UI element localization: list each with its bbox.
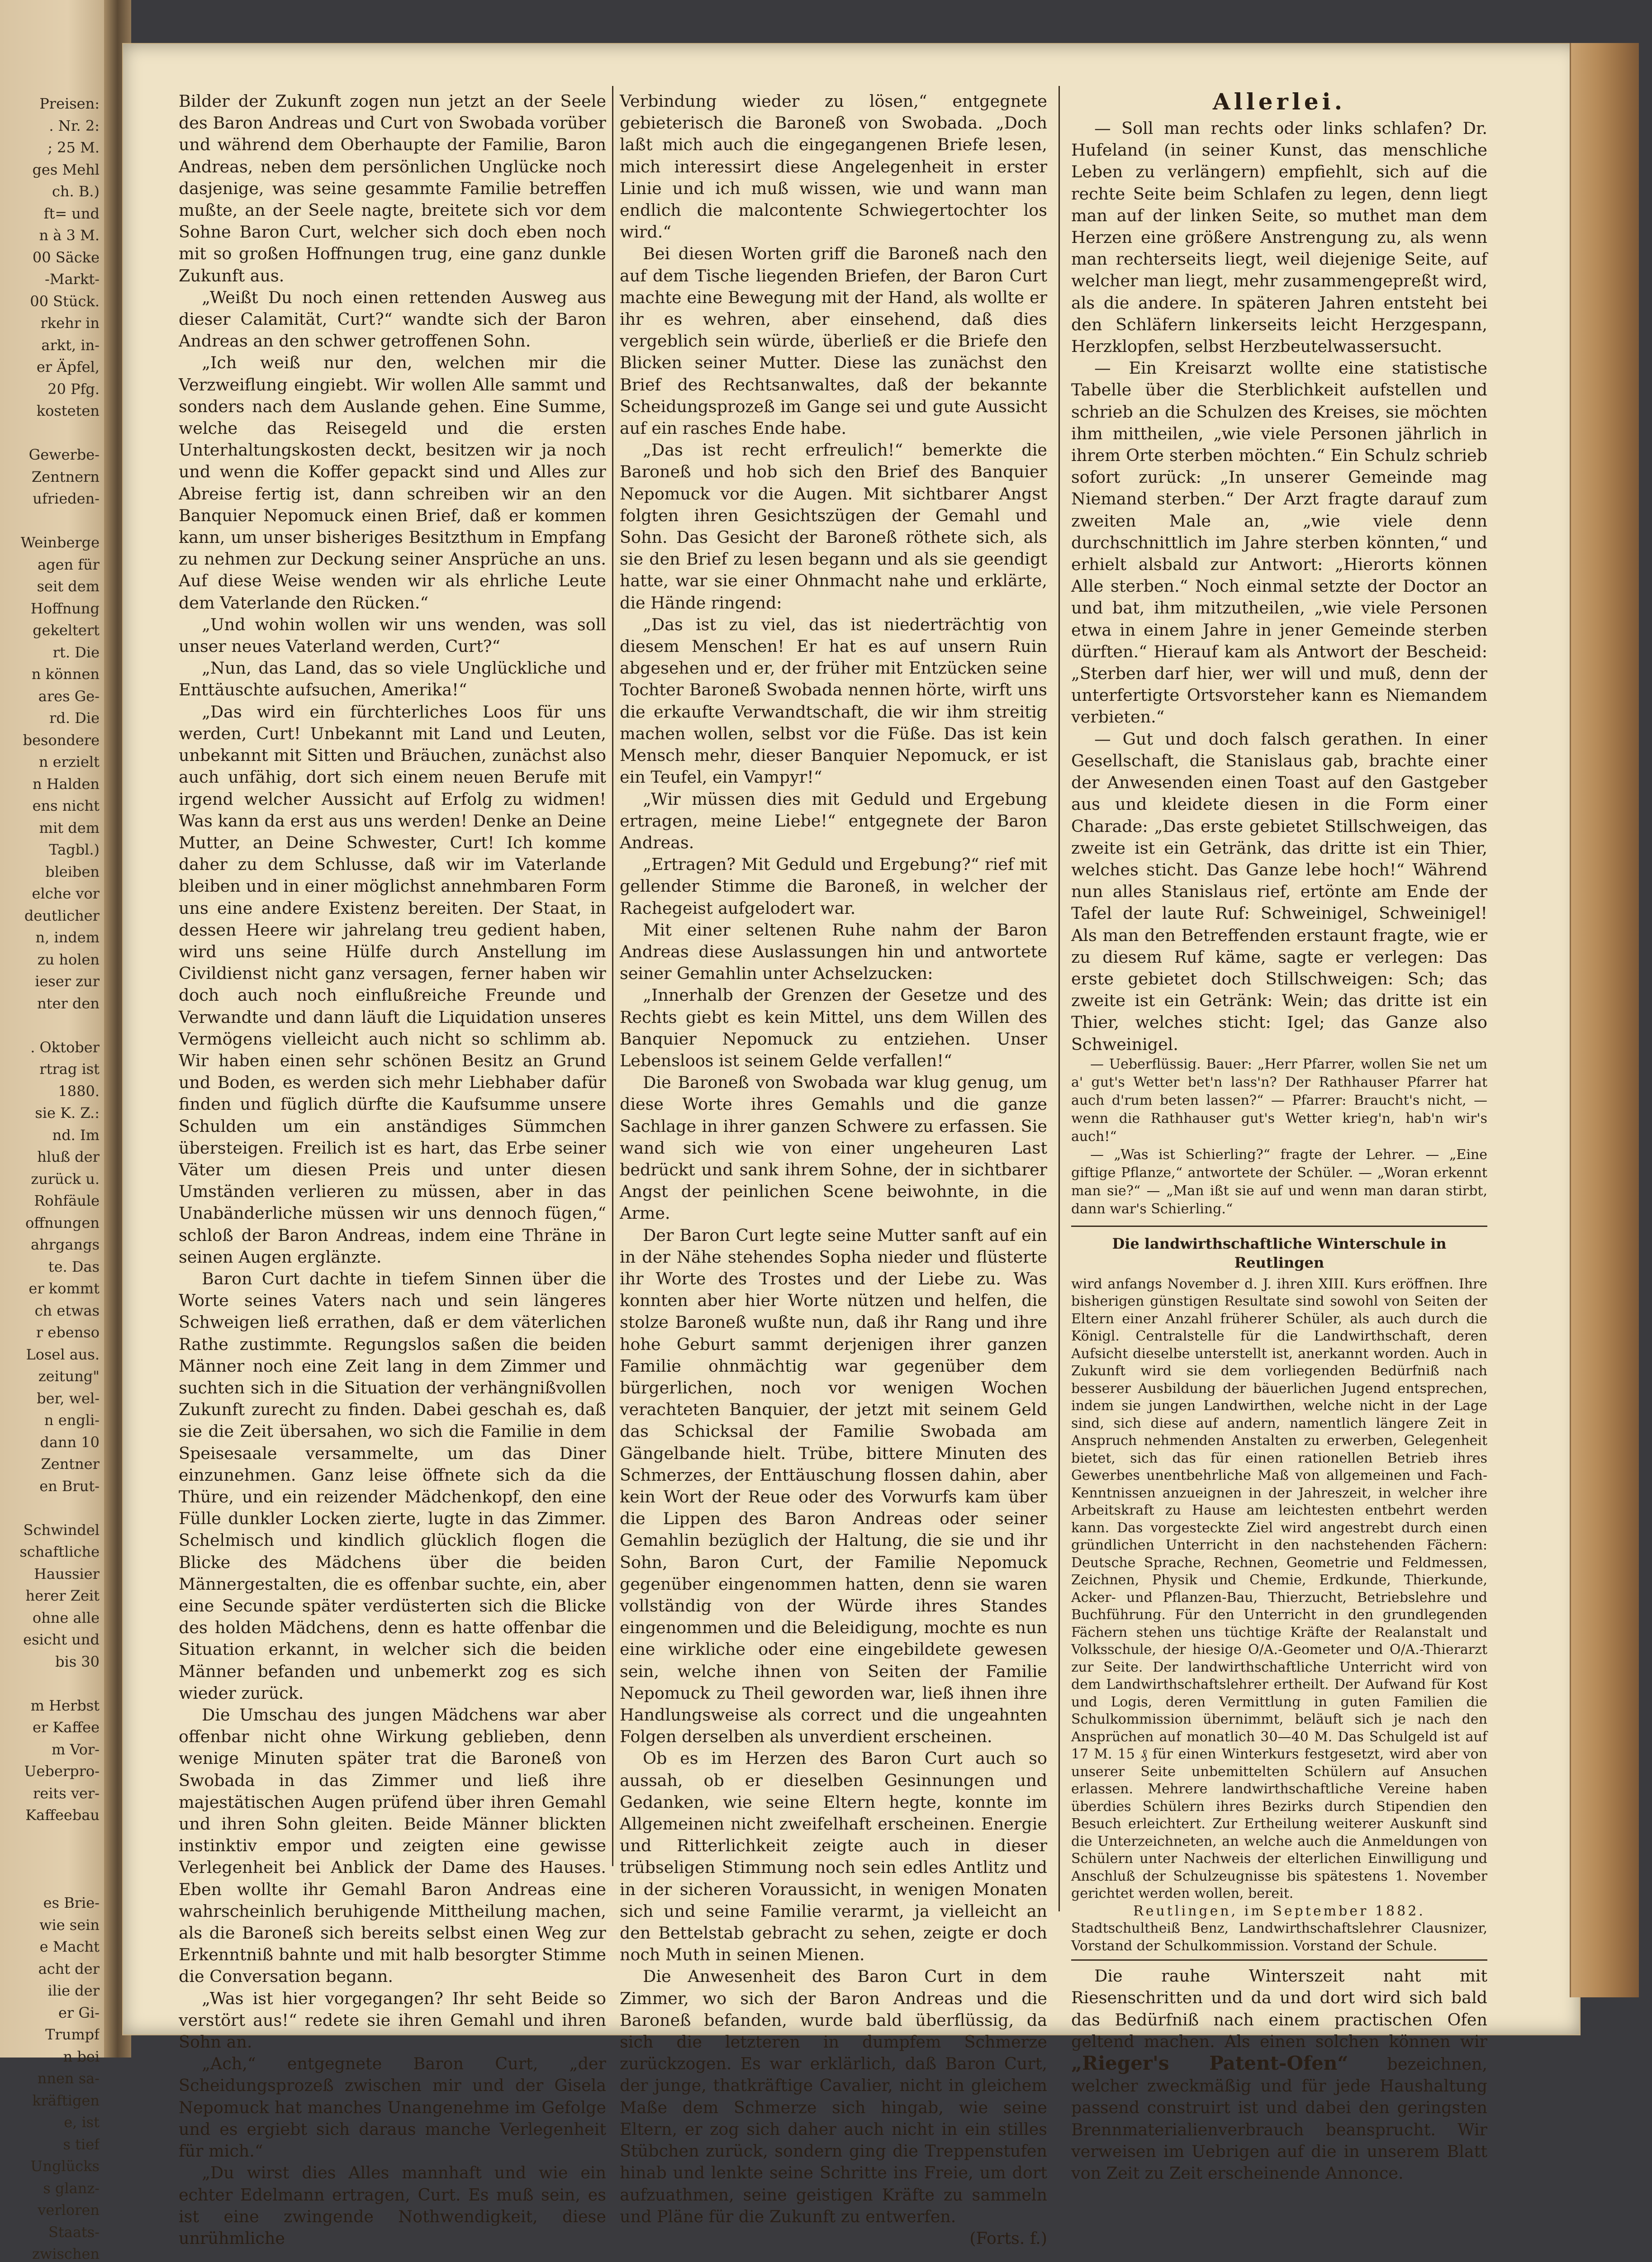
notice-body: wird anfangs November d. J. ihren XIII. Kurs eröffnen. Ihre bisherigen günstigen Resultate sind sowohl von Seiten der Eltern einer Anzahl früherer Schüler, als auch durch die Königl. Centralstelle für die Landwirthschaft, deren Aufsicht dieselbe unterstellt ist, anerkannt worden. Auch in Zukunft wird sie dem vorliegenden Bedürfniß nach besserer Ausbildung der bäuerlichen Jugend entsprechen, indem sie jungen Landwirthen, welche nicht in der Lage sind, sich diese auf andern, namentlich längere Zeit in Anspruch nehmenden Anstalten zu erwerben, Gelegenheit bietet, sich das für einen rationellen Betrieb ihres Gewerbes unentbehrliche Maß von allgemeinen und Fach-Kenntnissen anzueignen in der Jahreszeit, in welcher ihre Arbeitskraft zu Hause am leichtesten entbehrt werden kann. Das vorgesteckte Ziel wird angestrebt durch einen gründlichen Unterricht in den nachstehenden Fächern: Deutsche Sprache, Rechnen, Geometrie und Feldmessen, Zeichnen, Physik und Chemie, Erdkunde, Thierkunde, Acker- und Pflanzen-Bau, Thierzucht, Betriebslehre und Buchführung. Für den Unterricht in den grundlegenden Fächern stehen uns tüchtige Kräfte der Realanstalt und Volksschule, der hiesige O/A.-Geometer und O/A.-Thierarzt zur Seite. Der landwirthschaftliche Unterricht wird von dem Landwirthschaftslehrer ertheilt. Der Aufwand für Kost und Logis, deren Vermittlung in guten Familien die Schulkommission übernimmt, beläuft sich je nach den Ansprüchen auf monatlich 30—40 M. Das Schulgeld ist auf 17 M. 15 ₰ für einen Winterkurs festgesetzt, wird aber von unserer Seite unbemittelten Schülern auf Ansuchen erlassen. Mehrere landwirthschaftliche Vereine haben überdies Schülern ihres Bezirks durch Stipendien den Besuch erleichtert. Zur Ertheilung weiterer Auskunft sind die Unterzeichneten, an welche auch die Anmeldungen von Schülern unter Nachweis der elterlichen Einwilligung und Anschluß der Schulzeugnisse bis spätestens 1. November gerichtet werden wollen, bereit.	[1071, 1276, 1487, 1902]
left-strip-line: e Macht	[39, 1938, 100, 1955]
book-binding-edge	[1570, 43, 1639, 1997]
left-strip-line: Staats-	[48, 2223, 100, 2241]
stove-ad	[1071, 1965, 1487, 2184]
left-strip-line: Zentnern	[31, 468, 100, 485]
article-column-1	[179, 90, 606, 2249]
paragraph: „Und wohin wollen wir uns wenden, was soll unser neues Vaterland werden, Curt?“	[179, 614, 606, 656]
left-strip-line: e, ist	[64, 2114, 100, 2131]
left-strip-line: er Äpfel,	[36, 358, 100, 375]
left-strip-line: ahrgangs	[30, 1236, 100, 1253]
left-strip-line: kosteten	[36, 402, 100, 419]
left-strip-line: Hoffnung	[30, 599, 100, 617]
paragraph: „Das ist recht erfreulich!“ bemerkte die Baroneß und hob sich den Brief des Banquier Nepomuck vor die Augen. Mit sichtbarer Angst folgten ihren Gesichtszügen der Gemahl und Sohn. Das Gesicht der Baroneß röthete sich, als sie den Brief zu lesen begann und als sie geendigt hatte, war sie einer Ohnmacht nahe und erklärte, die Hände ringend:	[620, 440, 1047, 613]
column-rule-2	[1059, 86, 1060, 1911]
left-strip-line	[0, 510, 100, 532]
left-strip-line: n bei	[63, 2048, 100, 2065]
left-strip-line: Gewerbe-	[28, 446, 100, 463]
left-strip-line: rt. Die	[52, 643, 100, 661]
left-strip-line: nd. Im	[52, 1126, 100, 1144]
left-strip-line: Ueberpro-	[24, 1763, 100, 1780]
left-strip-line: ilie der	[47, 1982, 100, 1999]
paragraph: „Was ist hier vorgegangen? Ihr seht Beide so verstört aus!“ redete sie ihren Gemahl und ihren Sohn an.	[179, 1988, 606, 2052]
paragraph: „Das wird ein fürchterliches Loos für uns werden, Curt! Unbekannt mit Land und Leuten, unbekannt mit Sitten und Bräuchen, zunächst also auch unfähig, dort sich einem neuen Berufe mit irgend welcher Aussicht auf Erfolg zu widmen! Was kann da erst aus uns werden! Denke an Deine Mutter, an Deine Schwester, Curt! Ich komme daher zu dem Schlusse, daß wir im Vaterlande bleiben und in einer möglichst annehmbaren Form uns eine andere Existenz bereiten. Der Staat, in dessen Heere wir jahrelang treu gedient haben, wird uns seine Hülfe durch Anstellung im Civildienst nicht ganz versagen, ferner haben wir doch auch noch einflußreiche Freunde und Verwandte und dann läuft die Liquidation unseres Vermögens vielleicht auch nicht so schlimm ab. Wir haben einen sehr schönen Besitz an Grund und Boden, es werden sich mehr Liebhaber dafür finden und füglich dürfte die Kaufsumme unsere Schulden um ein anständiges Sümmchen übersteigen. Freilich ist es hart, das Erbe seiner Väter um diesen Preis und unter diesen Umständen verlieren zu müssen, aber in das Unabänderliche müssen wir uns dennoch fügen,“ schloß der Baron Andreas, indem eine Thräne in seinen Augen erglänzte.	[179, 702, 606, 1267]
left-strip-line: 00 Säcke	[32, 248, 100, 266]
left-strip-line: verloren	[38, 2201, 100, 2219]
left-strip-line: esicht und	[23, 1631, 100, 1648]
left-strip-line: agen für	[37, 556, 100, 573]
divider	[1071, 1955, 1487, 1961]
item-ueberfluessig: — Ueberflüssig. Bauer: „Herr Pfarrer, wollen Sie net um a' gut's Wetter bet'n lass'n? Der Rathhauser Pfarrer hat auch d'rum beten lassen?“ — Pfarrer: Braucht's nicht, — wenn die Rathhauser gut's Wetter krieg'n, hab'n wir's auch!“	[1071, 1056, 1487, 1145]
left-strip-line: n à 3 M.	[39, 227, 100, 244]
left-strip-line: rd. Die	[49, 709, 100, 727]
left-strip-line: zurück u.	[31, 1170, 100, 1188]
left-strip-line: hluß der	[37, 1148, 100, 1165]
paragraph: Verbindung wieder zu lösen,“ entgegnete gebieterisch die Baroneß von Swobada. „Doch laßt mich auch die eingegangenen Briefe lesen, mich interessirt diese Angelegenheit in erster Linie und ich muß wissen, wie und wann man endlich die malcontente Schwiegertochter los wird.“	[620, 91, 1047, 242]
left-strip-line: Weinberge	[20, 534, 100, 551]
left-strip-line: er kommt	[28, 1280, 100, 1297]
left-strip-line: Unglücks	[30, 2157, 100, 2175]
paragraph: Die Umschau des jungen Mädchens war aber offenbar nicht ohne Wirkung geblieben, denn wenige Minuten später trat die Baroneß von Swobada in das Zimmer und ließ ihre majestätischen Augen prüfend über ihren Gemahl und ihren Sohn gleiten. Beide Männer blickten instinktiv empor und zeigten eine gewisse Verlegenheit bei Anblick der Dame des Hauses. Eben wollte ihr Gemahl Baron Andreas eine wahrscheinlich beruhigende Mittheilung machen, als die Baroneß sich bereits selbst einen Weg zur Erkenntniß bahnte und mit halb besorgter Stimme die Conversation begann.	[179, 1705, 606, 1986]
left-strip-line: Zentner	[41, 1455, 100, 1473]
stove-ad-text-2: bezeichnen, welcher zweckmäßig und für jede Haushaltung passend construirt ist und dabei den geringsten Brennmaterialienverbrauch beansprucht. Wir verweisen im Uebrigen auf die in unserem Blatt von Zeit zu Zeit erscheinende Annonce.	[1071, 2054, 1487, 2183]
left-strip-line: m Vor-	[51, 1740, 100, 1758]
paragraph: Bei diesen Worten griff die Baroneß nach den auf dem Tische liegenden Briefen, der Baron Curt machte eine Bewegung mit der Hand, als wollte er ihr es wehren, aber einsehend, daß dies vergeblich sein würde, überließ er die Briefe den Blicken seiner Mutter. Diese las zunächst den Brief des Rechtsanwaltes, daß der bekannte Scheidungsprozeß im Gange sei und gute Aussicht auf ein rasches Ende habe.	[620, 244, 1047, 438]
left-strip-line: Haussier	[34, 1565, 100, 1582]
article-column-2	[620, 90, 1047, 2249]
paragraph: Die Baroneß von Swobada war klug genug, um diese Worte ihres Gemahls und die ganze Sachlage in ihrer ganzen Schwere zu erfassen. Sie wand sich wie von einer ungeheuren Last bedrückt und sank ihrem Sohne, der in sichtbarer Angst der peinlichen Scene beiwohnte, in die Arme.	[620, 1073, 1047, 1223]
notice-heading: Die landwirthschaftliche Winterschule in Reutlingen	[1112, 1235, 1447, 1271]
left-strip-line: ch etwas	[34, 1302, 100, 1319]
left-strip-line: s glanz-	[43, 2179, 100, 2197]
continued-note: (Forts. f.)	[969, 2228, 1047, 2248]
left-strip-line: 00 Stück.	[30, 292, 100, 310]
left-strip-line: ares Ge-	[38, 687, 100, 705]
left-strip-line: sie K. Z.:	[35, 1104, 100, 1121]
left-strip-line: . Oktober	[30, 1038, 100, 1056]
left-strip-line: rkehr in	[40, 314, 100, 332]
miscellany-column	[1071, 88, 1487, 2184]
left-strip-line: bis 30	[55, 1653, 100, 1670]
paragraph: Ob es im Herzen des Baron Curt auch so aussah, ob er dieselben Gesinnungen und Gedanken, wie seine Eltern hegte, konnte im Allgemeinen nicht zweifelhaft erscheinen. Energie und Ritterlichkeit zeigte auch in dieser trübseligen Stimmung noch sein edles Antlitz und in der sicheren Voraussicht, in wenigen Monaten sich und seine Familie verarmt, ja vielleicht an den Bettelstab gebracht zu sehen, zeigte er doch noch Muth in seinen Mienen.	[620, 1749, 1047, 1965]
left-strip-line: te. Das	[48, 1258, 100, 1275]
left-strip-line: zwischen	[32, 2245, 100, 2262]
left-strip-line: zu holen	[37, 950, 100, 968]
left-strip-line	[0, 422, 100, 444]
left-strip-line: seit dem	[37, 578, 100, 595]
notice-signature: Stadtschultheiß Benz, Landwirthschaftslehrer Clausnizer, Vorstand der Schulkommission. Vorstand der Schule.	[1071, 1920, 1487, 1954]
left-strip-line	[0, 1673, 100, 1695]
item-sleep: — Soll man rechts oder links schlafen? Dr. Hufeland (in seiner Kunst, das menschliche Leben zu verlängern) empfiehlt, sich auf die rechte Seite beim Schlafen zu legen, denn liegt man auf der linken Seite, so muthet man dem Herzen eine größere Anstrengung zu, als wenn man rechterseits liegt, weil diejenige Seite, auf welcher man liegt, mehr zusammengepreßt wird, als die andere. In späteren Jahren entsteht bei den Schläfern linkerseits leicht Herzgespann, Herzklopfen, selbst Herzbeutelwassersucht.	[1071, 119, 1487, 356]
paragraph: „Innerhalb der Grenzen der Gesetze und des Rechts giebt es kein Mittel, uns dem Willen des Banquier Nepomuck zu entziehen. Unser Lebensloos ist seinem Gelde verfallen!“	[620, 985, 1047, 1070]
left-strip-line: bleiben	[45, 863, 100, 880]
left-strip-line	[0, 1826, 100, 1849]
left-strip-line: . Nr. 2:	[49, 117, 100, 134]
left-strip-line: m Herbst	[30, 1696, 100, 1714]
left-strip-line: wie sein	[39, 1916, 100, 1934]
paragraph: „Nun, das Land, das so viele Unglückliche und Enttäuschte aufsuchen, Amerika!“	[179, 658, 606, 700]
item-schierling: — „Was ist Schierling?“ fragte der Lehrer. — „Eine giftige Pflanze,“ antwortete der Schüler. — „Woran erkennt man sie?“ — „Man ißt sie auf und wenn man daran stirbt, dann war's Schierling.“	[1071, 1146, 1487, 1217]
left-strip-line: nnen sa-	[37, 2070, 100, 2087]
left-strip-line: ens nicht	[32, 797, 100, 814]
left-strip-line: Rohfäule	[34, 1192, 100, 1209]
left-strip-line: -Markt-	[44, 271, 100, 288]
left-strip-line: s tief	[63, 2135, 100, 2153]
left-strip-line	[0, 1497, 100, 1519]
left-strip-line: arkt, in-	[41, 336, 100, 354]
paragraph: „Ertragen? Mit Geduld und Ergebung?“ rief mit gellender Stimme die Baroneß, in welcher der Rachegeist aufgelodert war.	[620, 855, 1047, 918]
left-strip-line	[0, 1870, 100, 1892]
left-strip-line: Losel aus.	[26, 1345, 100, 1363]
left-strip-line: schaftliche	[19, 1543, 100, 1560]
left-strip-line: n engli-	[44, 1411, 100, 1429]
paragraph: Bilder der Zukunft zogen nun jetzt an der Seele des Baron Andreas und Curt von Swobada vorüber und während dem Oberhaupte der Familie, Baron Andreas, neben dem persönlichen Unglücke noch dasjenige, was seine gesammte Familie betreffen mußte, an der Seele nagte, breitete sich vor dem Sohne Baron Curt, welcher sich doch eben noch mit so großen Hoffnungen trug, eine ganz dunkle Zukunft aus.	[179, 91, 606, 285]
left-strip-line: ohne alle	[32, 1609, 100, 1626]
left-strip-line: Schwindel	[23, 1521, 100, 1539]
left-strip-line: Trumpf	[45, 2026, 100, 2043]
paragraph: Die Anwesenheit des Baron Curt in dem Zimmer, wo sich der Baron Andreas und die Baroneß befanden, wurde bald überflüssig, da sich die letzteren in dumpfem Schmerze zurückzogen. Es war erklärlich, daß Baron Curt, der junge, thatkräftige Cavalier, nicht in gleichem Maße dem Schmerze sich hingab, wie seine Eltern, er zog sich daher auch nicht in ein stilles Stübchen zurück, sondern ging die Treppenstufen hinab und lenkte seine Schritte ins Freie, um dort aufzuathmen, seine geistigen Kräfte zu sammeln und Pläne für die Zukunft zu entwerfen.	[620, 1967, 1047, 2226]
column-rule-1	[612, 86, 613, 1866]
paragraph: Mit einer seltenen Ruhe nahm der Baron Andreas diese Auslassungen hin und antwortete seiner Gemahlin unter Achselzucken:	[620, 920, 1047, 984]
left-strip-line: offnungen	[25, 1214, 100, 1231]
item-mortality: — Ein Kreisarzt wollte eine statistische Tabelle über die Sterblichkeit aufstellen und schrieb an die Schulzen des Kreises, sie möchten ihm mittheilen, „wie viele Personen jährlich in ihrem Orte sterben möchten.“ Ein Schulz schrieb sofort zurück: „In unserer Gemeinde mag Niemand sterben.“ Der Arzt fragte darauf zum zweiten Male an, „wie viele denn durchschnittlich im Jahre sterben könnten,“ und erhielt alsbald zur Antwort: „Hierorts können Alle sterben.“ Noch einmal setzte der Doctor an und bat, ihm mitzutheilen, „wie viele Personen etwa in einem Jahre in jener Gemeinde sterben dürften.“ Hierauf kam als Antwort der Bescheid: „Sterben darf hier, wer will und muß, denn der unterfertigte Ortsvorsteher kann es Niemandem verbieten.“	[1071, 358, 1487, 727]
left-strip-line: rtrag ist	[39, 1060, 100, 1078]
paragraph: „Ach,“ entgegnete Baron Curt, „der Scheidungsprozeß zwischen mir und der Gisela Nepomuck hat manches Unangenehme im Gefolge und es ergiebt sich daraus manche Verlegenheit für mich.“	[179, 2054, 606, 2161]
item-charade: — Gut und doch falsch gerathen. In einer Gesellschaft, die Stanislaus gab, brachte einer der Anwesenden einen Toast auf den Gastgeber aus und kleidete diesen in die Form einer Charade: „Das erste gebietet Stillschweigen, das zweite ist ein Getränk, das dritte ist ein Thier, welches sticht. Das Ganze lebe hoch!“ Während nun alles Stanislaus rief, ertönte am Ende der Tafel der laute Ruf: Schweinigel, Schweinigel! Als man den Betreffenden erstaunt fragte, wie er zu diesem Ruf käme, sagte er verlegen: Das erste gebietet doch Stillschweigen: Sch; das zweite ist ein Getränk: Wein; das dritte ist ein Thier, welches sticht: Igel; das Ganze also Schweinigel.	[1071, 729, 1487, 1054]
left-strip-line: kräftigen	[32, 2091, 100, 2109]
notice-place-date: Reutlingen, im September 1882.	[1133, 1903, 1425, 1919]
paragraph: Der Baron Curt legte seine Mutter sanft auf ein in der Nähe stehendes Sopha nieder und flüsterte ihr Worte des Trostes und der Liebe zu. Was konnten aber hier Worte nützen und helfen, die stolze Baroneß wußte nun, daß ihr Rang und ihre hohe Geburt sammt derjenigen ihrer ganzen Familie ohnmächtig war gegenüber dem bürgerlichen, noch vor wenigen Wochen verachteten Banquier, der jetzt mit seinem Geld das Schicksal der Familie Swobada am Gängelbande hielt. Trübe, bittere Minuten des Schmerzes, der Enttäuschung flossen dahin, aber kein Wort der Reue oder des Vorwurfs kam über die Lippen des Baron Andreas oder seiner Gemahlin bezüglich der Haltung, die sie und ihr Sohn, Baron Curt, der Familie Nepomuck gegenüber eingenommen hatten, denn sie waren vollständig von der Würde ihres Standes eingenommen und die Beleidigung, mochte es nun eine wirkliche oder eine eingebildete gewesen sein, welche ihnen von Seiten der Familie Nepomuck zu Theil geworden war, ließ ihnen ihre Handlungsweise als correct und die ungeahnten Folgen derselben als unverdient erscheinen.	[620, 1225, 1047, 1747]
paragraph: „Das ist zu viel, das ist niederträchtig von diesem Menschen! Er hat es auf unsern Ruin abgesehen und er, der früher mit Entzücken seine Tochter Baroneß Swobada nennen hörte, wirft uns die erkaufte Verwandtschaft, die wir ihm streitig machen wollen, selbst vor die Füße. Das ist kein Mensch mehr, dieser Banquier Nepomuck, er ist ein Teufel, ein Vampyr!“	[620, 614, 1047, 787]
left-strip-line: n Halden	[32, 775, 100, 793]
paragraph: „Wir müssen dies mit Geduld und Ergebung ertragen, meine Liebe!“ entgegnete der Baron Andreas.	[620, 789, 1047, 852]
section-title: Allerlei.	[1212, 88, 1346, 115]
left-page-text-strip	[0, 93, 100, 2262]
left-strip-line: 1880.	[58, 1082, 100, 1100]
left-strip-line: deutlicher	[24, 907, 100, 924]
left-strip-line: mit dem	[39, 819, 100, 836]
left-strip-line: besondere	[23, 731, 100, 749]
divider	[1071, 1221, 1487, 1227]
left-strip-line: elche vor	[32, 885, 100, 902]
left-strip-line: zeitung"	[38, 1368, 100, 1385]
paragraph: „Ich weiß nur den, welchen mir die Verzweiflung eingiebt. Wir wollen Alle sammt und sonders nach dem Auslande gehen. Eine Summe, welche das Reisegeld und die ersten Unterhaltungskosten deckt, besitzen wir ja noch und wenn die Koffer gepackt sind und Alles zur Abreise fertig ist, dann schreiben wir an den Banquier Nepomuck einen Brief, daß er kommen kann, um unser bisheriges Besitzthum in Empfang zu nehmen zur Deckung seiner Ansprüche an uns. Auf diese Weise wenden wir als ehrliche Leute dem Vaterlande den Rücken.“	[179, 353, 606, 613]
left-strip-line: n erzielt	[38, 753, 100, 770]
left-strip-line	[0, 1848, 100, 1870]
left-strip-line: r ebenso	[36, 1324, 100, 1341]
left-strip-line: er Gi-	[58, 2004, 100, 2021]
left-strip-line: ft= und	[43, 204, 100, 222]
left-strip-line: 20 Pfg.	[47, 380, 100, 398]
left-strip-line: Kaffeebau	[25, 1806, 100, 1824]
paragraph: Baron Curt dachte in tiefem Sinnen über die Worte seines Vaters nach und sein längeres Schweigen ließ errathen, daß er dem väterlichen Rathe zustimmte. Regungslos saßen die beiden Männer noch eine Zeit lang in dem Zimmer und suchten sich in die Situation der verhängnißvollen Zukunft zurecht zu finden. Dabei geschah es, daß sie die Zeit übersahen, wo sich die Familie in dem Speisesaale versammelte, um das Diner einzunehmen. Ganz leise öffnete sich da die Thüre, und ein reizender Mädchenkopf, den eine Fülle dunkler Locken zierte, lugte in das Zimmer. Schelmisch und kindlich glücklich flogen die Blicke des Mädchens über die beiden Männergestalten, die es offenbar suchte, ein, aber eine Secunde später verdüsterten sich die Blicke des holden Mädchens, denn es hatte offenbar die Situation erkannt, in welcher sich die beiden Männer befanden und unbemerkt zog es sich wieder zurück.	[179, 1269, 606, 1703]
stove-ad-text-1: Die rauhe Winterszeit naht mit Riesenschritten und da und dort wird sich bald das Bedürfniß nach einem practischen Ofen geltend machen. Als einen solchen können wir	[1071, 1966, 1487, 2051]
left-strip-line: acht der	[38, 1960, 100, 1977]
left-strip-line: ufrieden-	[33, 490, 100, 507]
left-strip-line: gekeltert	[33, 622, 100, 639]
left-strip-line: ; 25 M.	[47, 139, 100, 156]
left-strip-line: Preisen:	[39, 95, 100, 112]
left-strip-line: dann 10	[40, 1433, 100, 1451]
left-strip-line: ber, wel-	[37, 1389, 100, 1407]
paragraph: „Du wirst dies Alles mannhaft und wie ein echter Edelmann ertragen, Curt. Es muß sein, es ist eine zwingende Nothwendigkeit, diese unrühmliche	[179, 2163, 606, 2248]
left-strip-line: Tagbl.)	[49, 841, 100, 858]
left-strip-line: n können	[31, 665, 100, 683]
left-strip-line: ch. B.)	[52, 183, 100, 200]
left-strip-line: ieser zur	[35, 973, 100, 990]
left-strip-line: n, indem	[35, 929, 100, 946]
left-strip-line: er Kaffee	[33, 1719, 100, 1736]
stove-brand: „Rieger's Patent-Ofen“	[1071, 2052, 1348, 2075]
paragraph: „Weißt Du noch einen rettenden Ausweg aus dieser Calamität, Curt?“ wandte sich der Baron Andreas an den schwer getroffenen Sohn.	[179, 287, 606, 351]
left-strip-line: nter den	[37, 994, 100, 1012]
left-strip-line	[0, 1014, 100, 1036]
left-strip-line: ges Mehl	[32, 161, 100, 178]
left-strip-line: herer Zeit	[25, 1587, 100, 1604]
left-strip-line: reits ver-	[33, 1784, 100, 1802]
left-strip-line: es Brie-	[43, 1894, 100, 1911]
left-strip-line: en Brut-	[39, 1477, 100, 1495]
